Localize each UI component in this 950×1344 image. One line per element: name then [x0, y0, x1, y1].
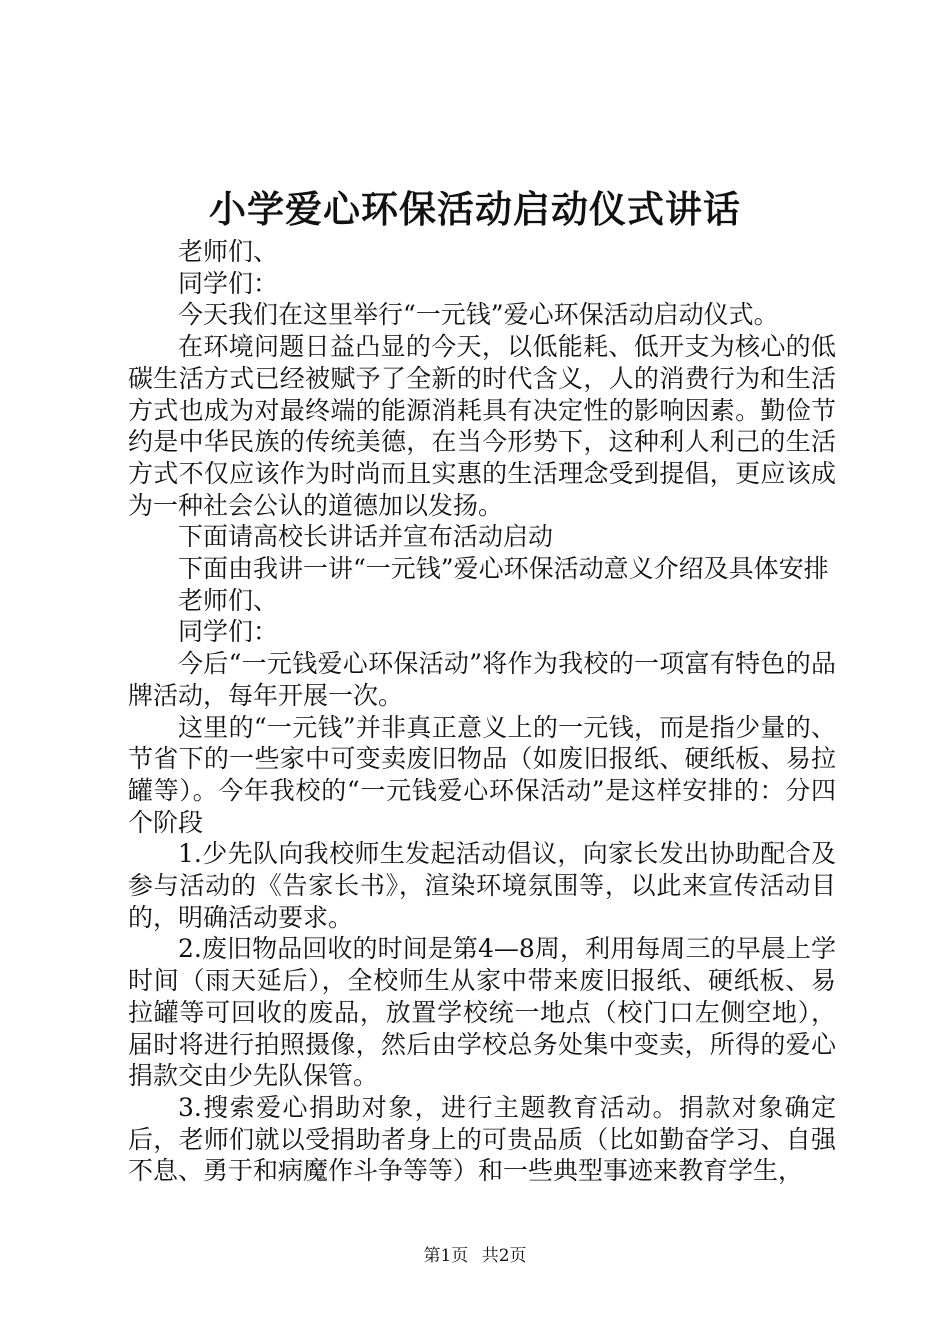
- paragraph: 今天我们在这里举行“一元钱”爱心环保活动启动仪式。: [178, 300, 779, 330]
- page-footer: [0, 1245, 950, 1267]
- paragraph: 老师们、: [178, 585, 279, 615]
- paragraph: 下面由我讲一讲“一元钱”爱心环保活动意义介绍及具体安排: [178, 554, 829, 584]
- paragraph: 今后“一元钱爱心环保活动”将作为我校的一项富有特色的品牌活动，每年开展一次。: [128, 649, 836, 710]
- document-title: 小学爱心环保活动启动仪式讲话: [209, 187, 741, 231]
- paragraph: 老师们、: [178, 237, 279, 266]
- paragraph: 这里的“一元钱”并非真正意义上的一元钱，而是指少量的、节省下的一些家中可变卖废旧物品（如废旧报纸、硬纸板、易拉罐等）。今年我校的“一元钱爱心环保活动”是这样安排的：分四个阶段: [128, 712, 836, 837]
- paragraph: 2.废旧物品回收的时间是第4—8周，利用每周三的早晨上学时间（雨天延后），全校师生从家中带来废旧报纸、硬纸板、易拉罐等可回收的废品，放置学校统一地点（校门口左侧空地），届时将进行拍照摄像，然后由学校总务处集中变卖，所得的爱心捐款交由少先队保管。: [128, 934, 836, 1091]
- paragraph: 同学们：: [178, 617, 279, 647]
- page-total: 共2页: [481, 1246, 527, 1266]
- document-body: [128, 236, 836, 1187]
- paragraph: 在环境问题日益凸显的今天，以低能耗、低开支为核心的低碳生活方式已经被赋予了全新的时代含义，人的消费行为和生活方式也成为对最终端的能源消耗具有决定性的影响因素。勤俭节约是中华民族的传统美德，在当今形势下，这种利人利己的生活方式不仅应该作为时尚而且实惠的生活理念受到提倡，更应该成为一种社会公认的道德加以发扬。: [128, 332, 836, 520]
- paragraph: 3.搜索爱心捐助对象，进行主题教育活动。捐款对象确定后，老师们就以受捐助者身上的可贵品质（比如勤奋学习、自强不息、勇于和病魔作斗争等等）和一些典型事迹来教育学生，: [128, 1092, 836, 1186]
- paragraph: 下面请高校长讲话并宣布活动启动: [178, 522, 554, 552]
- paragraph: 同学们：: [178, 268, 279, 298]
- page-number: 第1页: [423, 1246, 469, 1266]
- paragraph: 1.少先队向我校师生发起活动倡议，向家长发出协助配合及参与活动的《告家长书》，渲染环境氛围等，以此来宣传活动目的，明确活动要求。: [128, 839, 836, 932]
